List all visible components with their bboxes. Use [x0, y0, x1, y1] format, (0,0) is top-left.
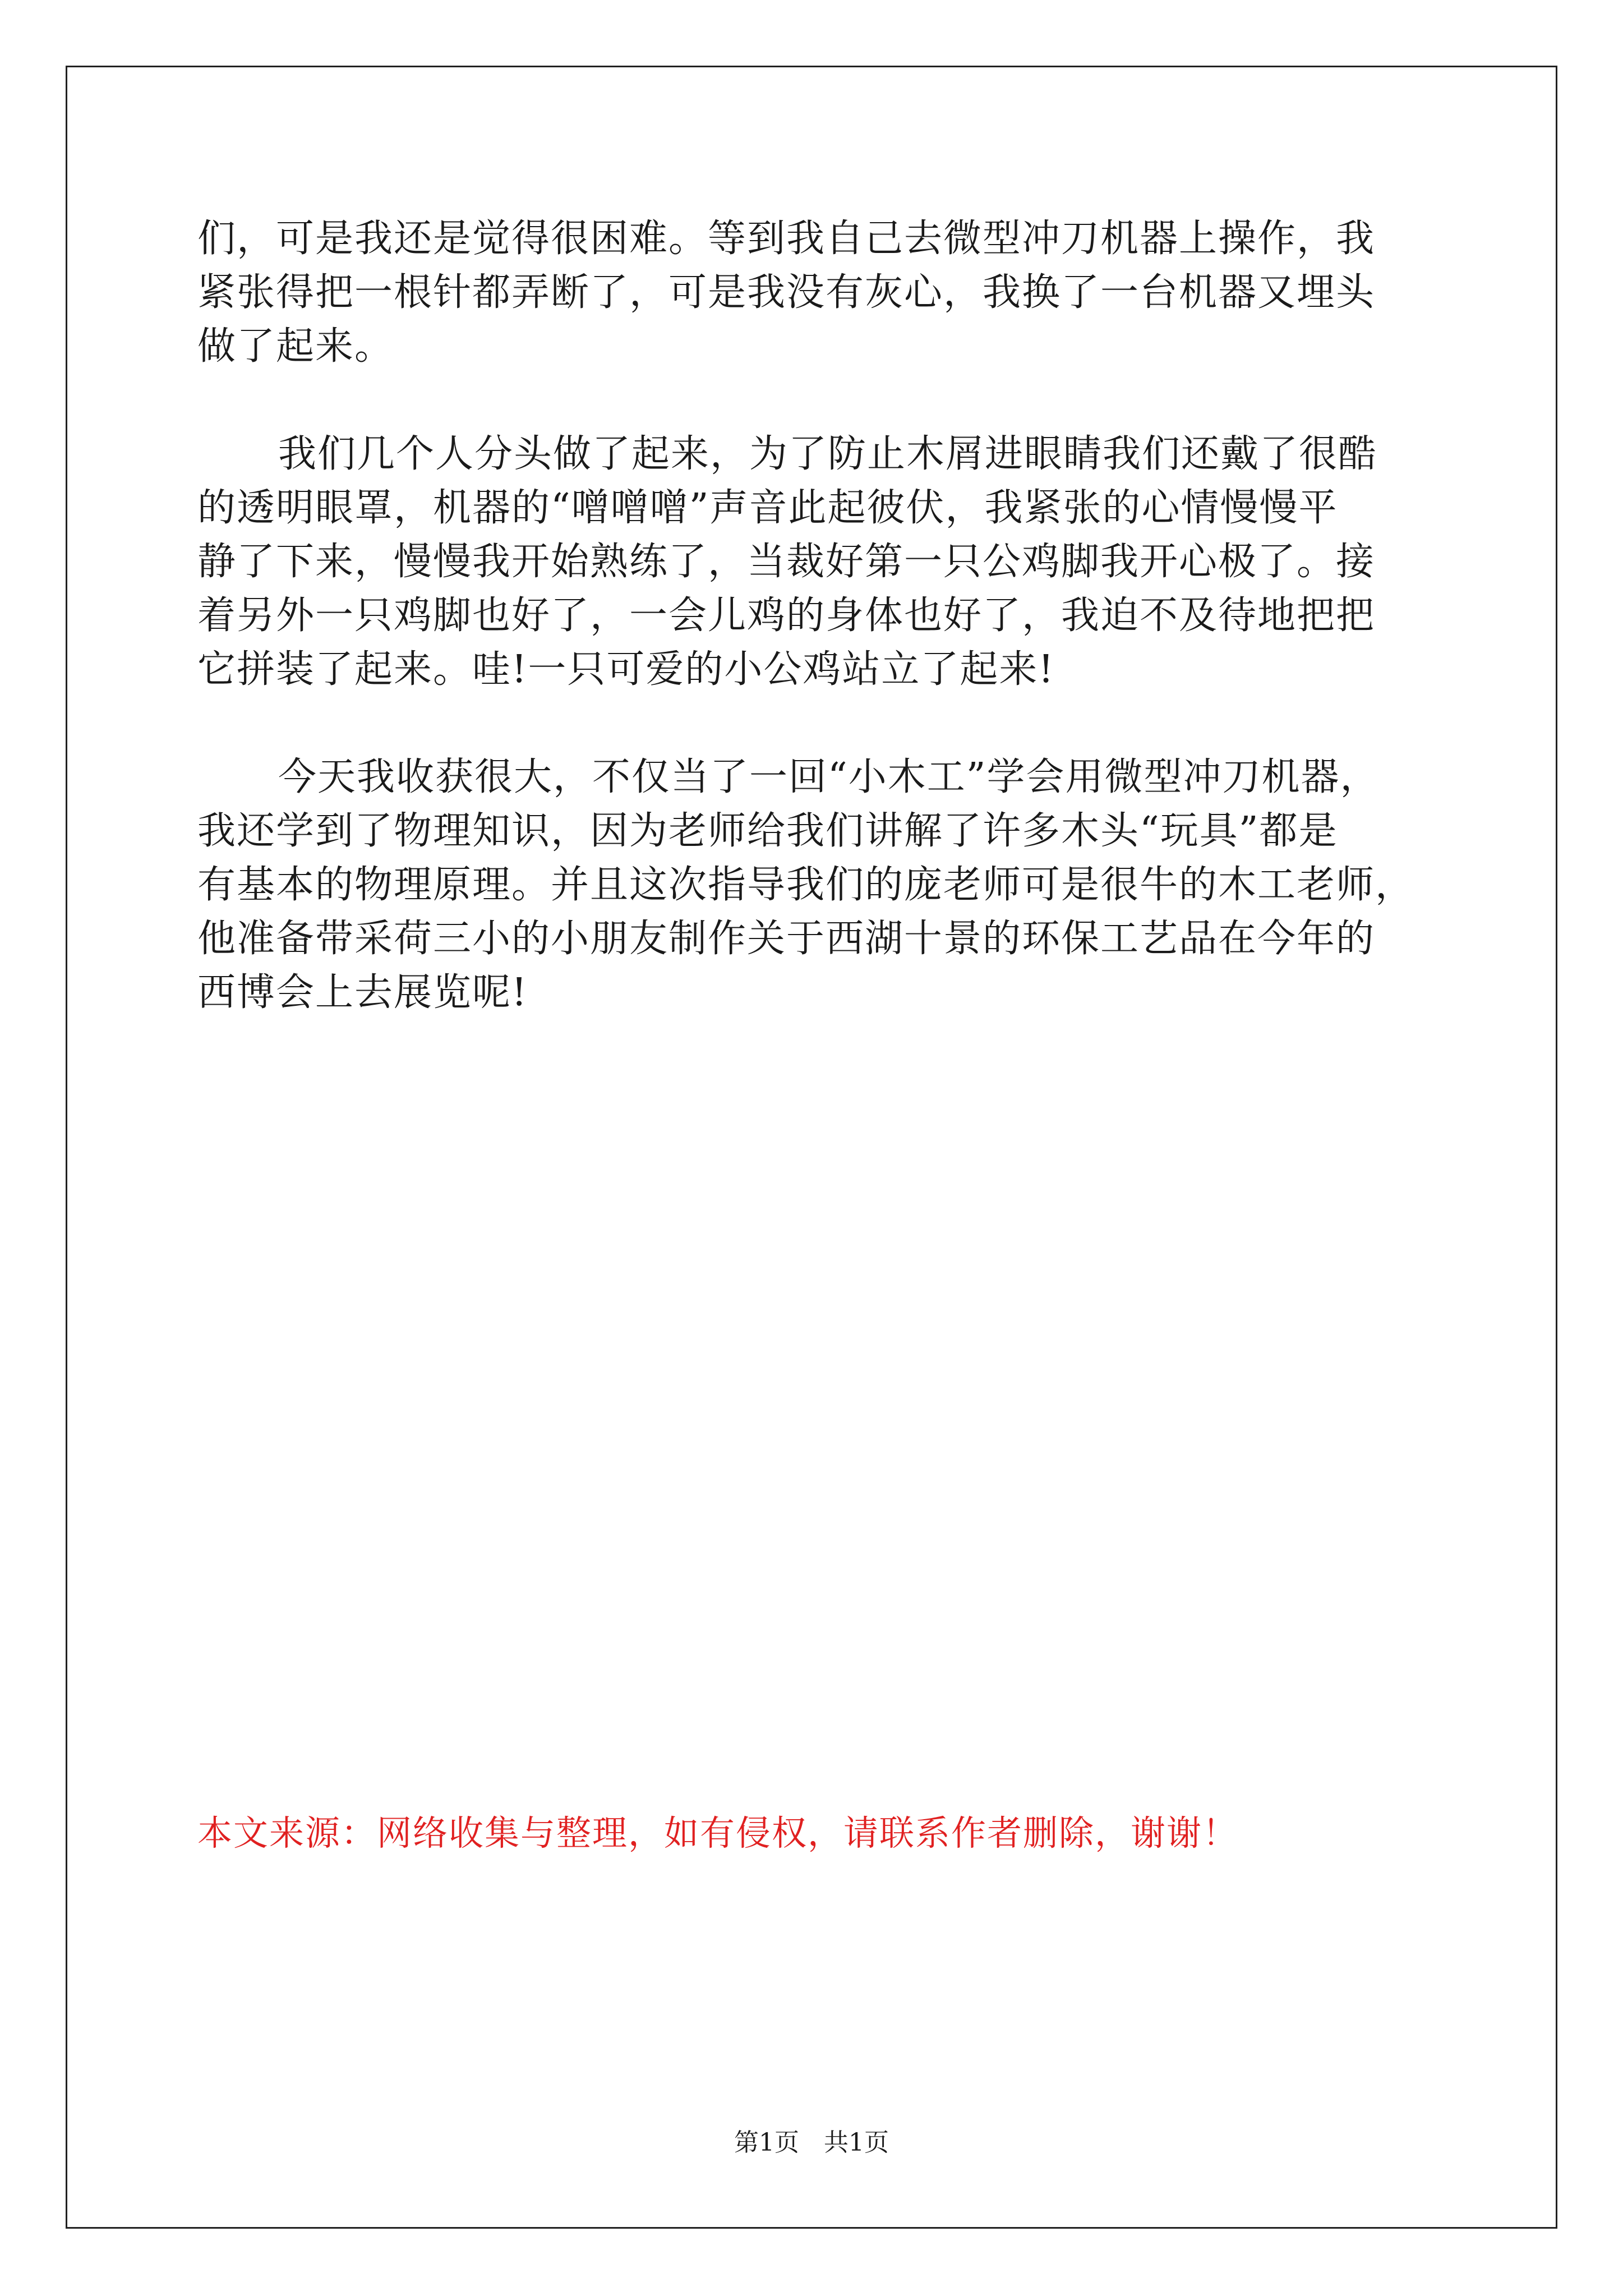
document-body	[197, 212, 1431, 1020]
text-line: 们，可是我还是觉得很困难。等到我自己去微型冲刀机器上操作，我	[197, 217, 1376, 261]
text-line: 它拼装了起来。哇!一只可爱的小公鸡站立了起来!	[197, 647, 1055, 692]
paragraph-1	[197, 212, 1431, 374]
text-line: 我还学到了物理知识，因为老师给我们讲解了许多木头“玩具”都是	[197, 809, 1338, 853]
paragraph-2	[197, 427, 1431, 697]
paragraph-3	[197, 751, 1431, 1020]
text-line: 着另外一只鸡脚也好了，一会儿鸡的身体也好了，我迫不及待地把把	[197, 593, 1376, 638]
text-line: 静了下来，慢慢我开始熟练了，当裁好第一只公鸡脚我开心极了。接	[197, 540, 1376, 584]
source-disclaimer: 本文来源：网络收集与整理，如有侵权，请联系作者删除，谢谢！	[197, 1812, 1239, 1853]
text-line: 西博会上去展览呢!	[197, 970, 528, 1015]
text-line: 紧张得把一根针都弄断了，可是我没有灰心，我换了一台机器又埋头	[197, 270, 1376, 315]
text-line: 做了起来。	[197, 324, 394, 369]
text-line: 有基本的物理原理。并且这次指导我们的庞老师可是很牛的木工老师，	[197, 863, 1415, 907]
text-line: 他准备带采荷三小的小朋友制作关于西湖十景的环保工艺品在今年的	[197, 917, 1376, 961]
text-line: 的透明眼罩，机器的“噌噌噌”声音此起彼伏，我紧张的心情慢慢平	[197, 486, 1338, 530]
text-line: 今天我收获很大，不仅当了一回“小木工”学会用微型冲刀机器，	[278, 755, 1380, 799]
text-line: 我们几个人分头做了起来，为了防止木屑进眼睛我们还戴了很酷	[278, 432, 1378, 476]
page-footer: 第1页 共1页	[734, 2128, 889, 2157]
